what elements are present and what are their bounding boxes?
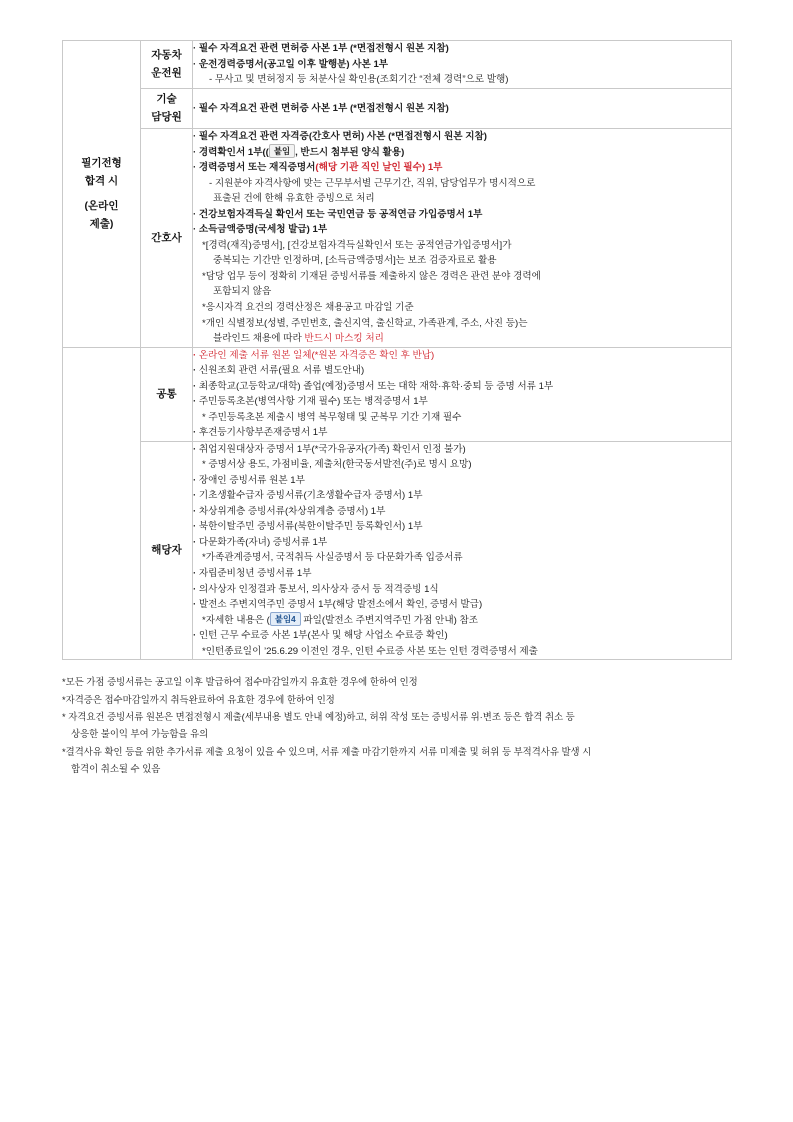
table-row: [63, 129, 732, 347]
list-item: · 다문화가족(자녀) 증빙서류 1부: [193, 535, 731, 551]
footnote: 합격이 취소될 수 있음: [71, 763, 161, 775]
category-line: 담당원: [151, 111, 182, 124]
list-item: · 소득금액증명(국세청 발급) 1부: [193, 222, 731, 238]
list-item: [193, 160, 731, 176]
list-item: · 의사상자 인정결과 통보서, 의사상자 증서 등 적격증빙 1식: [193, 582, 731, 598]
list-item: · 필수 자격요건 관련 면허증 사본 1부 (*면접전형시 원본 지참): [193, 41, 731, 57]
list-item: *인턴종료일이 ’25.6.29 이전인 경우, 인턴 수료증 사본 또는 인턴 경력증명서 제출: [202, 645, 538, 657]
category-line: 간호사: [151, 231, 182, 244]
list-item: * 증명서상 용도, 가점비율, 제출처(한국동서발전(주)로 명시 요망): [202, 459, 472, 471]
category-cell-driver: [141, 41, 193, 89]
stage-line: 제출): [89, 218, 114, 231]
category-line: 기술: [156, 92, 177, 105]
category-cell-applicable: [141, 441, 193, 659]
table-row: [63, 347, 732, 441]
footnote: * 자격요건 증빙서류 원본은 면접전형시 제출(세부내용 별도 안내 예정)하고, 허위 작성 또는 증빙서류 위·변조 등은 합격 취소 등: [62, 710, 575, 722]
list-item: [193, 331, 731, 347]
list-item: * 주민등록초본 제출시 병역 복무형태 및 군복무 기간 기재 필수: [202, 411, 462, 423]
attachment-tag: 붙임: [269, 144, 295, 158]
category-cell-tech: [141, 88, 193, 129]
attachment-tag: 붙임4: [270, 612, 301, 626]
list-item: · 취업지원대상자 증명서 1부(*국가유공자(가족) 확인서 인정 불가): [193, 442, 731, 458]
list-item: *가족관계증명서, 국적취득 사실증명서 등 다문화가족 입증서류: [202, 552, 463, 564]
category-line: 공통: [156, 387, 177, 400]
list-item-text: 블라인드 채용에 따라: [213, 333, 305, 345]
list-item: · 신원조회 관련 서류(필요 서류 별도안내): [193, 363, 731, 379]
stage-line: (온라인: [84, 199, 119, 212]
category-line: 자동차: [151, 48, 182, 61]
items-cell-nurse: [193, 129, 732, 347]
list-item: *[경력(재직)증명서], [건강보험자격득실확인서 또는 공적연금가입증명서]가: [202, 239, 512, 251]
category-line: 해당자: [151, 544, 182, 557]
list-item: - 지원분야 자격사항에 맞는 근무부서별 근무기간, 직위, 담당업무가 명시적으로: [209, 177, 536, 189]
list-item: · 장애인 증빙서류 원본 1부: [193, 473, 731, 489]
items-cell-applicable: [193, 441, 732, 659]
table-row: [63, 441, 732, 659]
list-item-text: 경력증명서 또는 재직증명서: [198, 162, 316, 174]
list-item: · 운전경력증명서(공고일 이후 발행분) 사본 1부: [193, 57, 731, 73]
category-cell-common: [141, 347, 193, 441]
list-item-text: 지원분야 자격사항에 맞는 근무부서별 근무기간, 직위, 담당업무가 명시적으로: [214, 177, 536, 189]
list-item: · 필수 자격요건 관련 면허증 사본 1부 (*면접전형시 원본 지참): [193, 101, 731, 117]
list-item-text: 경력확인서 1부((: [198, 146, 269, 158]
list-item: 포함되지 않음: [213, 286, 272, 298]
stage-line: 필기전형: [81, 157, 122, 170]
footnote: *모든 가점 증빙서류는 공고일 이후 발급하여 접수마감일까지 유효한 경우에 한하여 인정: [62, 676, 418, 688]
list-item: *담당 업무 등이 정확히 기재된 증빙서류를 제출하지 않은 경력은 관련 분야 경력에: [202, 270, 541, 282]
list-item: · 건강보험자격득실 확인서 또는 국민연금 등 공적연금 가입증명서 1부: [193, 207, 731, 223]
table-row: [63, 88, 732, 129]
list-item: - 무사고 및 면허정지 등 처분사실 확인용(조회기간 “전체 경력”으로 발행): [209, 74, 509, 86]
list-item-text: 파일(발전소 주변지역주민 가점 안내) 참조: [300, 614, 478, 626]
requirements-table: [62, 40, 732, 660]
list-item: [193, 613, 731, 629]
stage-cell-interview: [63, 347, 141, 660]
list-item: · 인턴 근무 수료증 사본 1부(본사 및 해당 사업소 수료증 확인): [193, 628, 731, 644]
list-item: *응시자격 요건의 경력산정은 채용공고 마감일 기준: [202, 301, 414, 313]
list-item: 중복되는 기간만 인정하며, [소득금액증명서]는 보조 검증자료로 활용: [213, 255, 497, 267]
table-row: [63, 41, 732, 89]
list-item: · 자립준비청년 증빙서류 1부: [193, 566, 731, 582]
list-item: [193, 145, 731, 161]
list-item: *개인 식별정보(성별, 주민번호, 출신지역, 출신학교, 가족관계, 주소, 사진 등)는: [202, 317, 528, 329]
list-item: · 최종학교(고등학교/대학) 졸업(예정)증명서 또는 대학 재학·휴학·중퇴 등 증명 서류 1부: [193, 379, 731, 395]
category-cell-nurse: [141, 129, 193, 347]
list-item: · 주민등록초본(병역사항 기재 필수) 또는 병적증명서 1부: [193, 394, 731, 410]
footnotes: [62, 673, 731, 777]
list-item: · 기초생활수급자 증빙서류(기초생활수급자 증명서) 1부: [193, 488, 731, 504]
items-cell-tech: [193, 88, 732, 129]
category-line: 운전원: [151, 67, 182, 80]
list-item: · 북한이탈주민 증빙서류(북한이탈주민 등록확인서) 1부: [193, 519, 731, 535]
list-item-highlight: 반드시 마스킹 처리: [304, 333, 384, 345]
list-item: · 온라인 제출 서류 원본 일체(*원본 자격증은 확인 후 반납): [193, 348, 731, 364]
list-item-text: 무사고 및 면허정지 등 처분사실 확인용(조회기간 “전체 경력”으로 발행): [214, 74, 509, 86]
footnote: 상응한 불이익 부여 가능함을 유의: [71, 728, 209, 740]
items-cell-driver: [193, 41, 732, 89]
stage-line: 합격 시: [84, 175, 119, 188]
list-item: · 필수 자격요건 관련 자격증(간호사 면허) 사본 (*면접전형시 원본 지참): [193, 129, 731, 145]
list-item-highlight: (해당 기관 직인 날인 필수) 1부: [315, 162, 443, 174]
list-item-text: *자세한 내용은 (: [202, 614, 270, 626]
footnote: *결격사유 확인 등을 위한 추가서류 제출 요청이 있을 수 있으며, 서류 제출 마감기한까지 서류 미제출 및 허위 등 부적격사유 발생 시: [62, 745, 592, 757]
list-item: 표출된 건에 한해 유효한 증빙으로 처리: [213, 193, 375, 205]
stage-cell-written-pass: [63, 41, 141, 348]
list-item: · 차상위계층 증빙서류(차상위계층 증명서) 1부: [193, 504, 731, 520]
list-item-text: , 반드시 첨부된 양식 활용): [295, 146, 405, 158]
footnote: *자격증은 접수마감일까지 취득완료하여 유효한 경우에 한하여 인정: [62, 693, 335, 705]
list-item: · 후견등기사항부존재증명서 1부: [193, 425, 731, 441]
list-item: · 발전소 주변지역주민 증명서 1부(해당 발전소에서 확인, 증명서 발급): [193, 597, 731, 613]
items-cell-common: [193, 347, 732, 441]
